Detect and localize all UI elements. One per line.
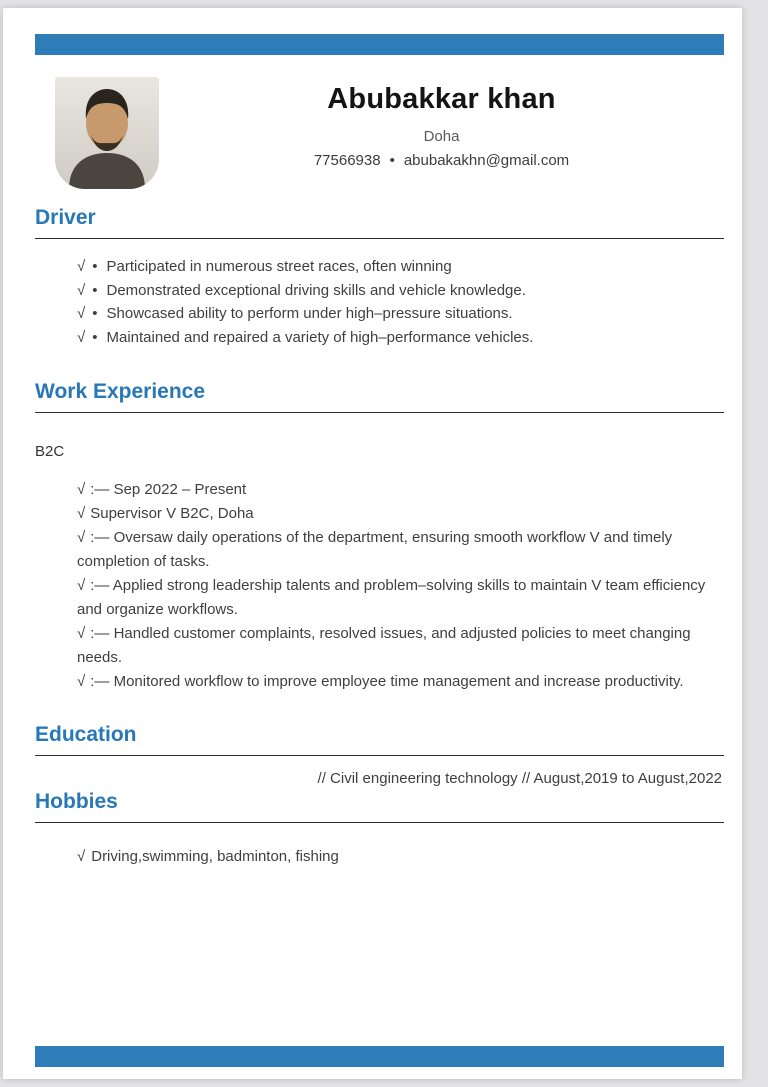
header-text-block xyxy=(159,77,724,169)
section-rule-work xyxy=(35,412,724,413)
resume-header xyxy=(35,77,724,189)
bullet-dot: • xyxy=(92,328,98,346)
check-mark: √ xyxy=(77,328,86,346)
check-mark: √ xyxy=(77,577,86,594)
check-mark: √ xyxy=(77,258,86,275)
header-accent-bar xyxy=(35,34,724,55)
profile-photo-placeholder xyxy=(55,77,159,189)
section-rule-driver xyxy=(35,238,724,239)
company-name: B2C xyxy=(35,443,65,460)
contact-line xyxy=(159,152,724,169)
list-item xyxy=(77,478,714,502)
section-rule-education xyxy=(35,755,724,756)
list-item xyxy=(77,502,714,526)
footer-accent-bar xyxy=(35,1046,724,1067)
item-text: Showcased ability to perform under high–pressure situations. xyxy=(106,305,513,322)
education-detail: // Civil engineering technology // August,2019 to August,2022 xyxy=(317,770,722,787)
check-mark: √ xyxy=(77,673,86,690)
email-address: abubakakhn@gmail.com xyxy=(403,152,570,169)
list-item xyxy=(77,622,714,670)
section-title-hobbies: Hobbies xyxy=(35,790,118,813)
section-title-work-experience: Work Experience xyxy=(35,380,206,403)
work-experience-list xyxy=(35,478,724,694)
location-text: Doha xyxy=(423,128,460,145)
candidate-name: Abubakkar khan xyxy=(327,83,556,115)
item-text: Demonstrated exceptional driving skills and vehicle knowledge. xyxy=(106,281,526,299)
profile-photo xyxy=(55,77,159,189)
list-item xyxy=(77,326,724,350)
bullet-dot: • xyxy=(92,305,98,322)
item-text: :— Oversaw daily operations of the department, ensuring smooth workflow V and timely completion of tasks. xyxy=(77,529,673,570)
item-text: :— Monitored workflow to improve employee time management and increase productivity. xyxy=(90,673,684,690)
phone-number: 77566938 xyxy=(313,152,381,169)
driver-list xyxy=(35,255,724,349)
check-mark: √ xyxy=(77,281,86,299)
bullet-dot: • xyxy=(92,258,98,275)
section-rule-hobbies xyxy=(35,822,724,823)
item-text: :— Handled customer complaints, resolved issues, and adjusted policies to meet changing needs. xyxy=(77,625,691,666)
check-mark: √ xyxy=(77,505,86,522)
check-mark: √ xyxy=(77,305,86,322)
list-item xyxy=(77,574,714,622)
list-item xyxy=(77,279,724,303)
list-item xyxy=(77,302,724,326)
list-item xyxy=(77,255,724,279)
item-text: Driving,swimming, badminton, fishing xyxy=(91,848,339,865)
list-item xyxy=(77,845,724,868)
list-item xyxy=(77,670,714,694)
contact-separator: • xyxy=(389,152,395,169)
item-text: Participated in numerous street races, often winning xyxy=(106,258,452,275)
resume-page xyxy=(3,8,742,1079)
check-mark: √ xyxy=(77,529,86,546)
hobbies-list xyxy=(35,845,724,868)
item-text: Maintained and repaired a variety of high–performance vehicles. xyxy=(106,328,534,346)
bullet-dot: • xyxy=(92,281,98,299)
item-text: :— Applied strong leadership talents and problem–solving skills to maintain V team efficiency and organize workflows. xyxy=(77,577,706,618)
section-title-education: Education xyxy=(35,723,137,746)
item-text: :— Sep 2022 – Present xyxy=(90,481,247,498)
list-item xyxy=(77,526,714,574)
check-mark: √ xyxy=(77,481,86,498)
section-title-driver: Driver xyxy=(35,206,96,229)
check-mark: √ xyxy=(77,625,86,642)
item-text: Supervisor V B2C, Doha xyxy=(90,505,254,522)
check-mark: √ xyxy=(77,848,86,865)
